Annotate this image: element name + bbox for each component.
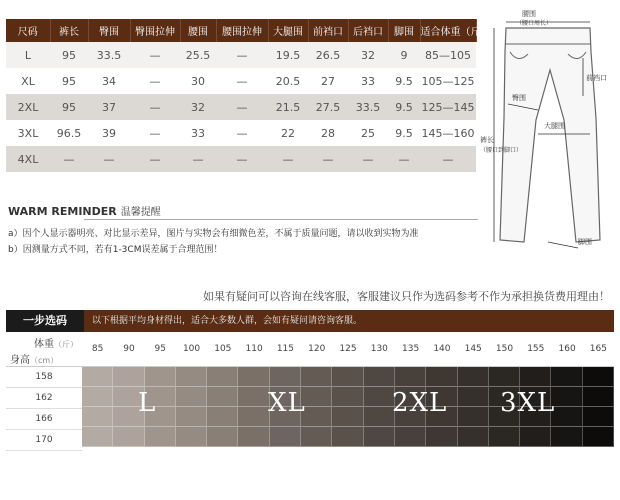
- size-value-cell: —: [180, 146, 216, 172]
- recommendation-cell: [145, 387, 176, 407]
- size-table-header-cell: 臀围: [88, 19, 130, 42]
- size-value-cell: —: [50, 146, 88, 172]
- weight-label: 145: [458, 332, 489, 367]
- size-table: [6, 19, 491, 172]
- recommendation-cell: [145, 407, 176, 427]
- weight-label: 100: [176, 332, 207, 367]
- recommendation-cell: [207, 367, 238, 387]
- pants-measurement-diagram: [478, 8, 616, 252]
- size-value-cell: 9.5: [388, 120, 420, 146]
- size-zone-label: 3XL: [500, 388, 556, 418]
- size-value-cell: 96.5: [50, 120, 88, 146]
- warm-reminder-cn: 温馨提醒: [120, 207, 161, 218]
- diagram-front-rise-label: 前裆口: [586, 74, 607, 82]
- size-zone-label: XL: [268, 388, 306, 418]
- recommendation-cell: [145, 367, 176, 387]
- recommendation-cell: [458, 407, 489, 427]
- recommendation-cell: [332, 407, 363, 427]
- recommendation-cell: [395, 407, 426, 427]
- size-value-cell: 25: [348, 120, 388, 146]
- size-value-cell: —: [130, 42, 180, 68]
- height-label: 158: [6, 367, 82, 388]
- recommendation-cell: [520, 387, 551, 407]
- diagram-thigh-label: 大腿围: [544, 122, 565, 130]
- weight-label: 165: [583, 332, 614, 367]
- recommendation-cell: [332, 427, 363, 447]
- recommendation-cell: [82, 367, 113, 387]
- weight-column: [426, 332, 457, 451]
- recommendation-cell: [489, 387, 520, 407]
- weight-label: 95: [145, 332, 176, 367]
- size-value-cell: 28: [308, 120, 348, 146]
- weight-label: 155: [520, 332, 551, 367]
- recommendation-cell: [301, 367, 332, 387]
- weight-column: [489, 332, 520, 451]
- recommendation-cell: [520, 407, 551, 427]
- recommendation-cell: [238, 407, 269, 427]
- size-value-cell: 125—145: [420, 94, 476, 120]
- size-code-cell: 2XL: [6, 94, 50, 120]
- weight-column: [395, 332, 426, 451]
- consult-notice: 如果有疑问可以咨询在线客服，客服建议只作为选码参考不作为承担换货费用理由！: [203, 290, 610, 303]
- weight-column: [364, 332, 395, 451]
- size-value-cell: —: [216, 68, 268, 94]
- recommendation-header-bar: [6, 310, 614, 332]
- weight-label: 110: [238, 332, 269, 367]
- size-value-cell: 39: [88, 120, 130, 146]
- recommendation-cell: [458, 387, 489, 407]
- weight-column: [458, 332, 489, 451]
- recommendation-cell: [458, 427, 489, 447]
- weight-column: [207, 332, 238, 451]
- size-table-row: [6, 120, 476, 146]
- reminder-note-a: a）因个人显示器明亮、对比显示差异，图片与实物会有细微色差，不属于质量问题，请以收到实物为准: [8, 229, 419, 239]
- weight-axis-label: 体重（斤）: [34, 339, 78, 350]
- size-code-cell: XL: [6, 68, 50, 94]
- weight-label: 160: [551, 332, 582, 367]
- size-value-cell: 26.5: [308, 42, 348, 68]
- size-value-cell: —: [216, 42, 268, 68]
- recommendation-cell: [332, 367, 363, 387]
- recommendation-cell: [176, 387, 207, 407]
- recommendation-cell: [364, 367, 395, 387]
- recommendation-cell: [489, 407, 520, 427]
- recommendation-cell: [82, 407, 113, 427]
- size-zone-label: L: [138, 388, 157, 418]
- recommendation-cell: [551, 427, 582, 447]
- recommendation-cell: [145, 427, 176, 447]
- weight-label: 140: [426, 332, 457, 367]
- size-table-header: [6, 19, 476, 42]
- recommendation-cell: [364, 387, 395, 407]
- recommendation-cell: [458, 367, 489, 387]
- recommendation-cell: [176, 367, 207, 387]
- recommendation-cell: [520, 427, 551, 447]
- size-value-cell: 20.5: [268, 68, 308, 94]
- diagram-waist-note: （腰口周长）: [516, 20, 553, 27]
- recommendation-cell: [301, 387, 332, 407]
- recommendation-cell: [238, 427, 269, 447]
- weight-label: 150: [489, 332, 520, 367]
- size-value-cell: 25.5: [180, 42, 216, 68]
- size-table-header-cell: 大腿围: [268, 19, 308, 42]
- weight-column: [520, 332, 551, 451]
- size-table-header-cell: 裤长: [50, 19, 88, 42]
- recommendation-cell: [426, 427, 457, 447]
- recommendation-cell: [364, 407, 395, 427]
- size-table-header-cell: 适合体重（斤）: [420, 19, 476, 42]
- size-code-cell: 4XL: [6, 146, 50, 172]
- axis-header: [6, 332, 82, 367]
- diagram-length-note: （腰口到脚口）: [480, 147, 523, 154]
- size-code-cell: L: [6, 42, 50, 68]
- weight-column: [301, 332, 332, 451]
- size-value-cell: —: [348, 146, 388, 172]
- height-label: 162: [6, 388, 82, 409]
- weight-column: [145, 332, 176, 451]
- recommendation-cell: [583, 387, 614, 407]
- size-table-header-cell: 脚围: [388, 19, 420, 42]
- recommendation-cell: [207, 387, 238, 407]
- size-table-row: [6, 146, 476, 172]
- size-table-header-cell: 腰围: [180, 19, 216, 42]
- size-value-cell: 32: [180, 94, 216, 120]
- weight-label: 130: [364, 332, 395, 367]
- weight-label: 85: [82, 332, 113, 367]
- size-value-cell: —: [130, 68, 180, 94]
- weight-label: 90: [113, 332, 144, 367]
- size-table-header-cell: 腰围拉伸: [216, 19, 268, 42]
- size-value-cell: —: [88, 146, 130, 172]
- weight-column: [113, 332, 144, 451]
- height-label-column: [6, 332, 82, 451]
- weight-column: [332, 332, 363, 451]
- recommendation-cell: [270, 407, 301, 427]
- size-value-cell: 95: [50, 68, 88, 94]
- recommendation-cell: [551, 407, 582, 427]
- weight-column: [82, 332, 113, 451]
- recommendation-cell: [332, 387, 363, 407]
- size-table-header-cell: 尺码: [6, 19, 50, 42]
- reminder-divider: [84, 219, 478, 220]
- size-value-cell: 30: [180, 68, 216, 94]
- diagram-length-label: 裤长: [480, 136, 494, 144]
- size-value-cell: 9: [388, 42, 420, 68]
- recommendation-cell: [583, 367, 614, 387]
- recommendation-cell: [113, 427, 144, 447]
- recommendation-cell: [238, 367, 269, 387]
- recommendation-cell: [238, 387, 269, 407]
- size-table-row: [6, 42, 476, 68]
- recommendation-cell: [489, 427, 520, 447]
- size-value-cell: —: [308, 146, 348, 172]
- weight-columns: [82, 332, 614, 451]
- recommendation-cell: [489, 367, 520, 387]
- recommendation-cell: [176, 407, 207, 427]
- size-value-cell: —: [388, 146, 420, 172]
- warm-reminder-en: WARM REMINDER: [8, 205, 117, 218]
- weight-column: [583, 332, 614, 451]
- height-label: 170: [6, 430, 82, 451]
- size-value-cell: 33.5: [88, 42, 130, 68]
- size-value-cell: 33: [348, 68, 388, 94]
- size-value-cell: —: [216, 94, 268, 120]
- recommendation-cell: [270, 387, 301, 407]
- recommendation-cell: [583, 427, 614, 447]
- size-value-cell: 33.5: [348, 94, 388, 120]
- recommendation-cell: [207, 407, 238, 427]
- recommendation-cell: [113, 387, 144, 407]
- size-value-cell: 9.5: [388, 94, 420, 120]
- size-value-cell: 95: [50, 42, 88, 68]
- size-value-cell: —: [130, 120, 180, 146]
- size-value-cell: 27: [308, 68, 348, 94]
- height-label: 166: [6, 409, 82, 430]
- size-value-cell: 105—125: [420, 68, 476, 94]
- weight-column: [270, 332, 301, 451]
- warm-reminder-title: [8, 203, 161, 218]
- recommendation-cell: [426, 367, 457, 387]
- size-value-cell: 32: [348, 42, 388, 68]
- recommendation-title: 一步选码: [6, 310, 84, 332]
- recommendation-cell: [176, 427, 207, 447]
- size-table-row: [6, 68, 476, 94]
- diagram-hem-label: 脚围: [578, 238, 592, 246]
- recommendation-cell: [301, 407, 332, 427]
- recommendation-cell: [426, 387, 457, 407]
- size-value-cell: 22: [268, 120, 308, 146]
- weight-column: [176, 332, 207, 451]
- size-table-header-cell: 前裆口: [308, 19, 348, 42]
- size-value-cell: 85—105: [420, 42, 476, 68]
- height-axis-label: 身高（cm）: [10, 355, 59, 366]
- recommendation-cell: [364, 427, 395, 447]
- size-value-cell: 95: [50, 94, 88, 120]
- size-code-cell: 3XL: [6, 120, 50, 146]
- diagram-hip-label: 臀围: [512, 94, 526, 102]
- size-value-cell: —: [130, 94, 180, 120]
- recommendation-cell: [82, 427, 113, 447]
- size-value-cell: —: [268, 146, 308, 172]
- size-value-cell: 33: [180, 120, 216, 146]
- size-value-cell: 19.5: [268, 42, 308, 68]
- recommendation-cell: [583, 407, 614, 427]
- size-value-cell: 21.5: [268, 94, 308, 120]
- recommendation-cell: [270, 367, 301, 387]
- size-value-cell: —: [216, 146, 268, 172]
- recommendation-cell: [113, 407, 144, 427]
- recommendation-cell: [301, 427, 332, 447]
- weight-label: 115: [270, 332, 301, 367]
- size-value-cell: —: [130, 146, 180, 172]
- reminder-note-b: b）因测量方式不同，若有1-3CM误差属于合理范围！: [8, 245, 223, 255]
- weight-label: 120: [301, 332, 332, 367]
- recommendation-cell: [113, 367, 144, 387]
- weight-column: [551, 332, 582, 451]
- recommendation-cell: [551, 367, 582, 387]
- recommendation-cell: [395, 367, 426, 387]
- recommendation-cell: [520, 367, 551, 387]
- recommendation-subtitle: 以下根据平均身材得出，适合大多数人群，会如有疑问请咨询客服。: [84, 310, 614, 332]
- weight-column: [238, 332, 269, 451]
- size-table-header-cell: 臀围拉伸: [130, 19, 180, 42]
- diagram-waist-label: 腰围: [522, 10, 536, 18]
- size-value-cell: 37: [88, 94, 130, 120]
- size-value-cell: 34: [88, 68, 130, 94]
- recommendation-cell: [395, 427, 426, 447]
- size-zone-label: 2XL: [392, 388, 448, 418]
- size-value-cell: 27.5: [308, 94, 348, 120]
- recommendation-cell: [270, 427, 301, 447]
- recommendation-cell: [207, 427, 238, 447]
- size-table-header-cell: 后裆口: [348, 19, 388, 42]
- size-value-cell: —: [420, 146, 476, 172]
- weight-label: 135: [395, 332, 426, 367]
- size-table-row: [6, 94, 476, 120]
- size-value-cell: 9.5: [388, 68, 420, 94]
- weight-label: 125: [332, 332, 363, 367]
- size-recommendation-chart: [6, 310, 614, 451]
- recommendation-cell: [551, 387, 582, 407]
- recommendation-cell: [395, 387, 426, 407]
- size-value-cell: —: [216, 120, 268, 146]
- size-value-cell: 145—160: [420, 120, 476, 146]
- recommendation-cell: [82, 387, 113, 407]
- recommendation-cell: [426, 407, 457, 427]
- weight-label: 105: [207, 332, 238, 367]
